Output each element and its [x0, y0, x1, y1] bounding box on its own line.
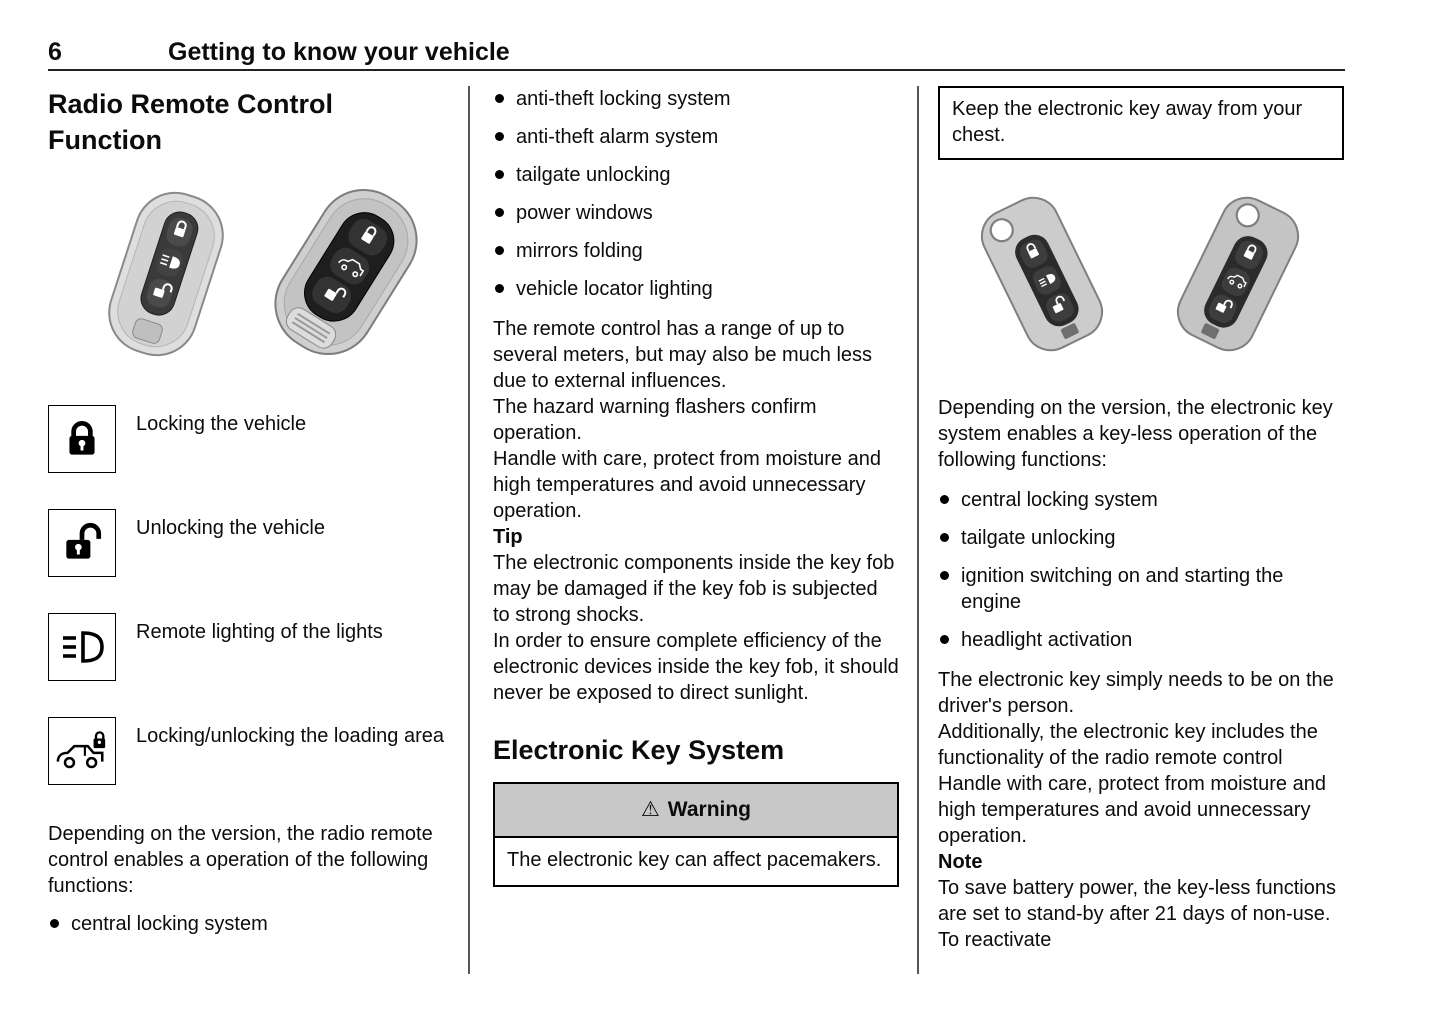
bullet-icon	[940, 635, 949, 644]
paragraph: The hazard warning flashers confirm operation.	[493, 396, 817, 444]
bullet-icon	[495, 284, 504, 293]
unlock-icon	[48, 509, 116, 577]
legend-row	[48, 717, 452, 785]
lock-icon	[48, 405, 116, 473]
list-item-text: central locking system	[71, 913, 268, 935]
list-item-text: central locking system	[961, 489, 1158, 511]
column-3	[938, 86, 1344, 953]
column-divider	[917, 86, 919, 974]
paragraph: Depending on the version, the electronic key system enables a key-less operation of the following functions:	[938, 397, 1333, 471]
list-item	[938, 487, 1344, 513]
bullet-icon	[940, 495, 949, 504]
list-item-text: tailgate unlocking	[516, 164, 671, 186]
paragraph: Handle with care, protect from moisture and high temperatures and avoid unnecessary operation.	[938, 773, 1326, 847]
paragraph: In order to ensure complete efficiency of the electronic devices inside the key fob, it should never be exposed to direct sunlight.	[493, 630, 899, 704]
tip-label: Tip	[493, 526, 523, 548]
bullet-icon	[495, 94, 504, 103]
warning-title: Warning	[667, 798, 752, 821]
list-item-text: vehicle locator lighting	[516, 278, 713, 300]
warning-box	[493, 782, 899, 887]
list-item	[938, 525, 1344, 551]
legend-label: Unlocking the vehicle	[136, 517, 325, 539]
list-item-text: anti-theft alarm system	[516, 126, 719, 148]
legend-row	[48, 405, 452, 473]
bullet-icon	[495, 208, 504, 217]
caution-callout: Keep the electronic key away from your chest.	[938, 86, 1344, 160]
function-list	[938, 487, 1344, 653]
list-item	[493, 200, 899, 226]
bullet-icon	[495, 132, 504, 141]
bullet-icon	[940, 571, 949, 580]
page-number: 6	[48, 38, 62, 66]
list-item-text: tailgate unlocking	[961, 527, 1116, 549]
paragraph: Additionally, the electronic key includes the functionality of the radio remote control	[938, 721, 1318, 769]
electronic-keys-image	[938, 184, 1344, 367]
list-item	[938, 563, 1344, 615]
bullet-icon	[495, 170, 504, 179]
list-item	[493, 276, 899, 302]
list-item	[493, 86, 899, 112]
list-item	[493, 162, 899, 188]
flip-key-fobs-illustration	[938, 184, 1342, 360]
paragraph: Depending on the version, the radio remote control enables a operation of the following functions:	[48, 823, 433, 897]
header-rule	[48, 69, 1345, 71]
list-item	[48, 911, 452, 937]
list-item	[493, 238, 899, 264]
list-item-text: ignition switching on and starting the engine	[961, 565, 1284, 613]
function-list	[493, 86, 899, 302]
column-2	[493, 86, 899, 887]
note-label: Note	[938, 851, 983, 873]
warning-triangle-icon: ⚠	[640, 798, 660, 821]
warning-header	[495, 784, 897, 838]
bullet-icon	[940, 533, 949, 542]
legend-row	[48, 613, 452, 681]
column-divider	[468, 86, 470, 974]
column-1	[48, 86, 452, 949]
paragraph: Handle with care, protect from moisture and high temperatures and avoid unnecessary operation.	[493, 448, 881, 522]
loading-area-lock-icon	[48, 717, 116, 785]
section-heading: Radio Remote Control Function	[48, 89, 334, 155]
section-heading: Electronic Key System	[493, 735, 785, 765]
list-item-text: headlight activation	[961, 629, 1133, 651]
headlight-icon	[48, 613, 116, 681]
remote-control-keys-image	[48, 176, 452, 379]
legend-label: Remote lighting of the lights	[136, 621, 383, 643]
smart-key-fobs-illustration	[48, 176, 452, 372]
list-item	[938, 627, 1344, 653]
legend-row	[48, 509, 452, 577]
paragraph: The electronic components inside the key fob may be damaged if the key fob is subjected to strong shocks.	[493, 552, 895, 626]
paragraph: The electronic key simply needs to be on the driver's person.	[938, 669, 1334, 717]
legend-label: Locking/unlocking the loading area	[136, 725, 444, 747]
chapter-title: Getting to know your vehicle	[168, 38, 510, 66]
list-item-text: power windows	[516, 202, 653, 224]
warning-body: The electronic key can affect pacemakers.	[495, 838, 897, 885]
bullet-icon	[50, 919, 59, 928]
list-item-text: mirrors folding	[516, 240, 643, 262]
bullet-icon	[495, 246, 504, 255]
paragraph: To save battery power, the key-less functions are set to stand-by after 21 days of non-use. To reactivate	[938, 877, 1336, 951]
list-item	[493, 124, 899, 150]
legend-label: Locking the vehicle	[136, 413, 307, 435]
list-item-text: anti-theft locking system	[516, 88, 731, 110]
paragraph: The remote control has a range of up to several meters, but may also be much less due to external influences.	[493, 318, 873, 392]
